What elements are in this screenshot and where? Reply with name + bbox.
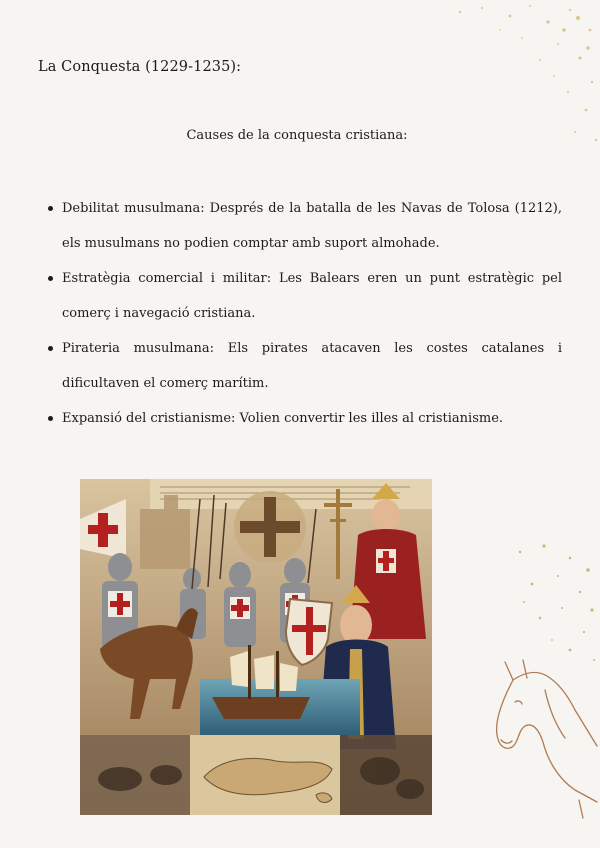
gold-speckle-decoration xyxy=(500,540,600,700)
list-item: Expansió del cristianisme: Volien convertir les illes al cristianisme. xyxy=(46,401,562,436)
list-item: Pirateria musulmana: Els pirates atacaven les costes catalanes i dificultaven el comerç marítim. xyxy=(46,331,562,401)
list-item: Estratègia comercial i militar: Les Balears eren un punt estratègic pel comerç i navegació cristiana. xyxy=(46,261,562,331)
list-item: Debilitat musulmana: Després de la batalla de les Navas de Tolosa (1212), els musulmans no podien comptar amb suport almohade. xyxy=(46,191,562,261)
page-title: La Conquesta (1229-1235): xyxy=(38,59,242,75)
causes-list xyxy=(46,191,562,436)
section-subtitle: Causes de la conquesta cristiana: xyxy=(186,128,408,143)
map-icon xyxy=(190,735,340,815)
horse-line-drawing-icon xyxy=(485,650,600,820)
conquest-illustration xyxy=(80,479,432,815)
